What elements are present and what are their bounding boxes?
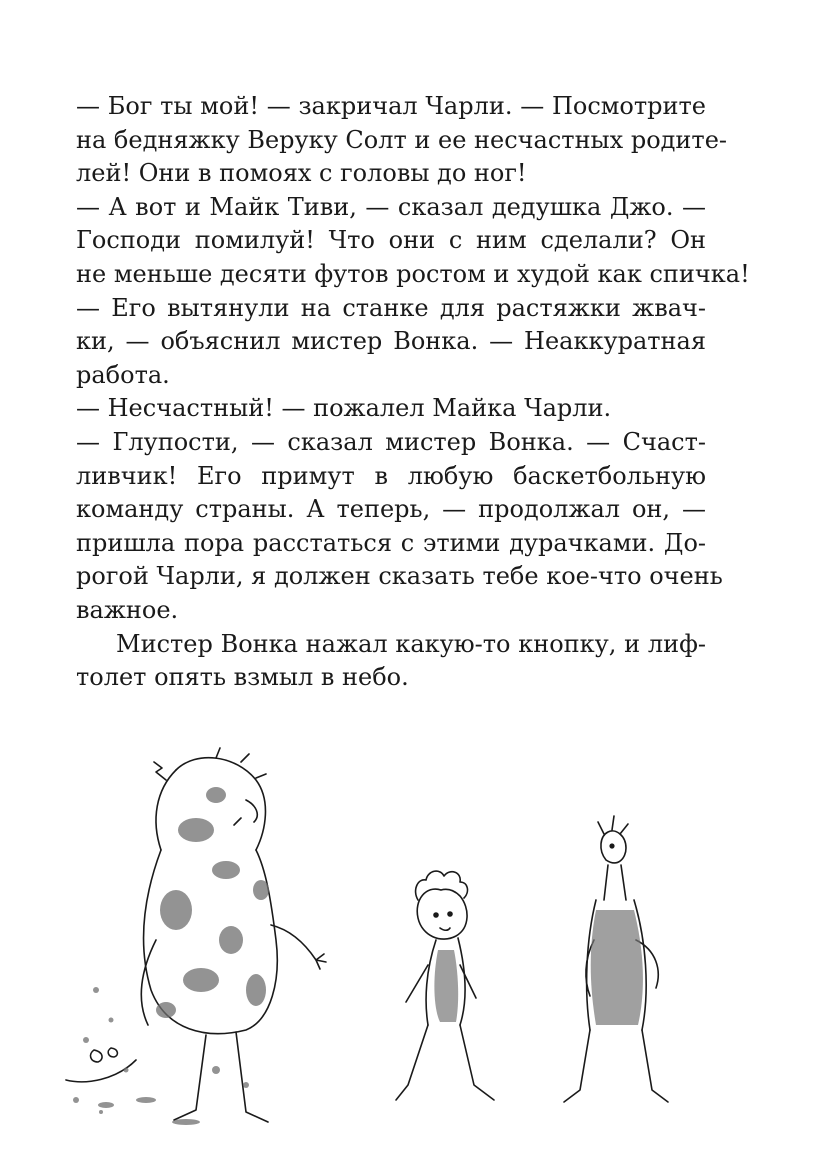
text-line: — А вот и Майк Тиви, — сказал дедушка Джо. — [76,192,706,221]
text-line: важное. [76,595,179,624]
garbage-splotches [73,787,269,1125]
text-line: рогой Чарли, я должен сказать тебе кое-что очень [76,562,723,591]
text-line: — Бог ты мой! — закричал Чарли. — Посмотрите [76,92,706,120]
text-line: Господи помилуй! Что они с ним сделали? Он [76,226,706,255]
text-line: пришла пора расстаться с этими дурачками. До- [76,528,706,557]
text-line: лей! Они в помоях с головы до ног! [76,159,527,188]
text-line: толет опять взмыл в небо. [76,663,409,692]
text-line: работа. [76,360,170,389]
text-line: ки, — объяснил мистер Вонка. — Неаккуратная [76,327,706,356]
text-line: команду страны. А теперь, — продолжал он, — [76,495,706,524]
garbage-covered-figure [66,748,326,1122]
text-line: на бедняжку Веруку Солт и ее несчастных родите- [76,125,727,154]
page-text [76,90,750,695]
text-line: — Несчастный! — пожалел Майка Чарли. [76,394,612,423]
text-line: Мистер Вонка нажал какую-то кнопку, и лиф- [116,629,706,658]
illustration [56,740,726,1140]
text-line: — Его вытянули на станке для растяжки жвач- [76,293,706,322]
text-line: не меньше десяти футов ростом и худой как спичка! [76,259,750,288]
text-line: ливчик! Его примут в любую баскетбольную [76,461,706,490]
text-line: — Глупости, — сказал мистер Вонка. — Счаст- [76,427,706,456]
